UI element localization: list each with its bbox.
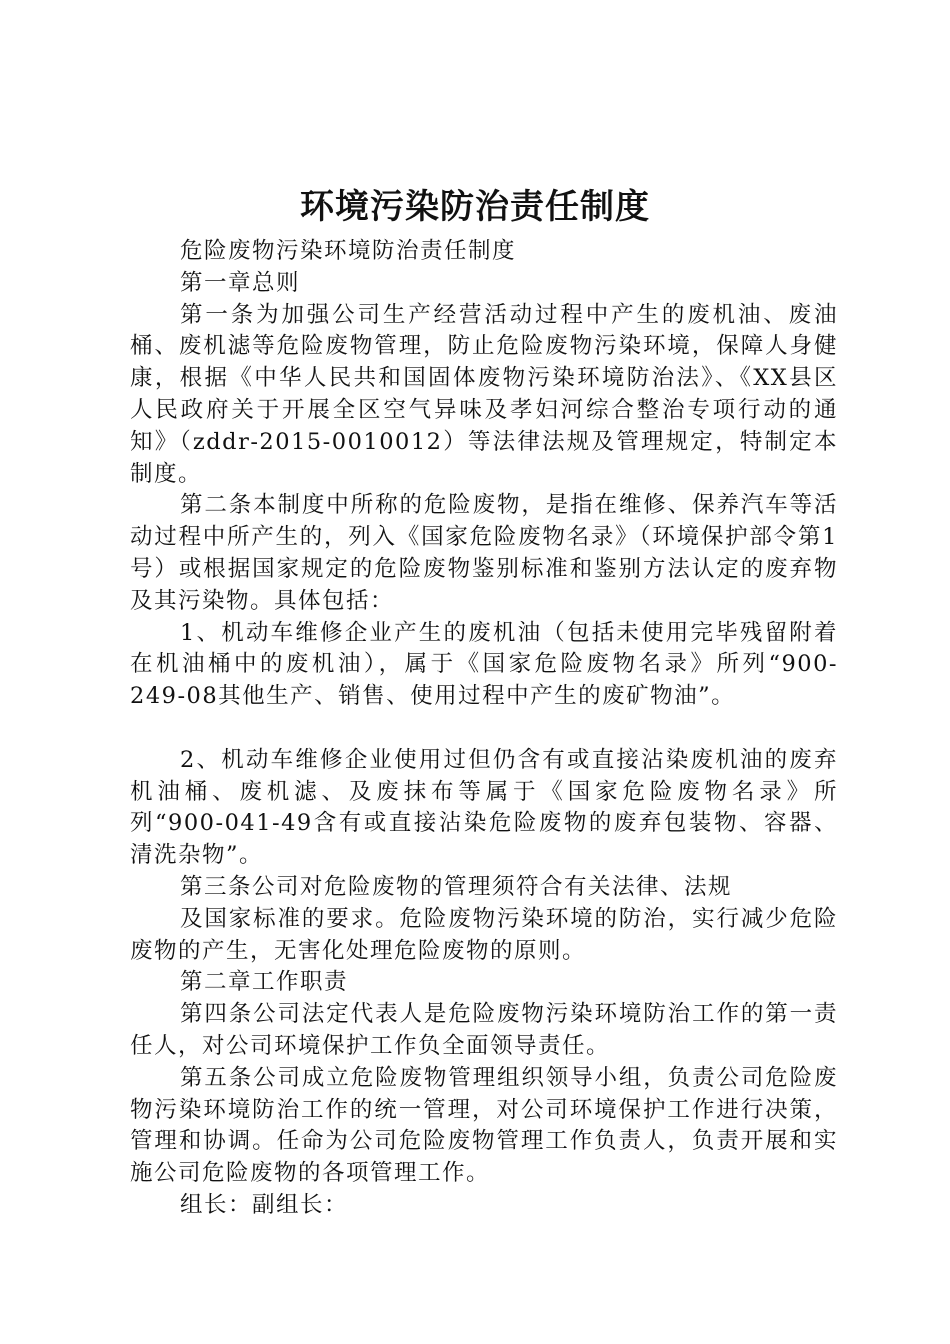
article-paragraph: 第一条为加强公司生产经营活动过程中产生的废机油、废油桶、废机滤等危险废物管理，防止危险废物污染环境，保障人身健康，根据《中华人民共和国固体废物污染环境防治法》、《XX县区人民政府关于开展全区空气异味及孝妇河综合整治专项行动的通知》（zddr-2015-0010012）等法律法规及管理规定，特制定本制度。	[130, 301, 838, 487]
chapter-heading: 第一章总则	[180, 269, 301, 296]
article-paragraph: 第四条公司法定代表人是危险废物污染环境防治工作的第一责任人，对公司环境保护工作负全面领导责任。	[130, 1001, 838, 1059]
leader-line: 组长：副组长：	[180, 1191, 349, 1218]
list-item-paragraph: 2、机动车维修企业使用过但仍含有或直接沾染废机油的废弃机油桶、废机滤、及废抹布等属于《国家危险废物名录》所列“900-041-49含有或直接沾染危险废物的废弃包装物、容器、清洗杂物”。	[130, 746, 838, 869]
subtitle-paragraph: 危险废物污染环境防治责任制度	[180, 238, 517, 264]
article-paragraph: 第二条本制度中所称的危险废物，是指在维修、保养汽车等活动过程中所产生的，列入《国家危险废物名录》（环境保护部令第1号）或根据国家规定的危险废物鉴别标准和鉴别方法认定的废弃物及其污染物。具体包括：	[130, 492, 838, 614]
blank-line	[130, 713, 838, 745]
article-continuation: 及国家标准的要求。危险废物污染环境的防治，实行减少危险废物的产生，无害化处理危险废物的原则。	[130, 905, 838, 964]
chapter-heading: 第二章工作职责	[180, 969, 349, 996]
document-body	[130, 236, 838, 1222]
document-title: 环境污染防治责任制度	[300, 187, 650, 227]
article-paragraph: 第五条公司成立危险废物管理组织领导小组，负责公司危险废物污染环境防治工作的统一管理，对公司环境保护工作进行决策，管理和协调。任命为公司危险废物管理工作负责人，负责开展和实施公司危险废物的各项管理工作。	[130, 1064, 838, 1187]
article-paragraph: 第三条公司对危险废物的管理须符合有关法律、法规	[180, 873, 733, 900]
list-item-paragraph: 1、机动车维修企业产生的废机油（包括未使用完毕残留附着在机油桶中的废机油），属于《国家危险废物名录》所列“900-249-08其他生产、销售、使用过程中产生的废矿物油”。	[130, 619, 838, 710]
